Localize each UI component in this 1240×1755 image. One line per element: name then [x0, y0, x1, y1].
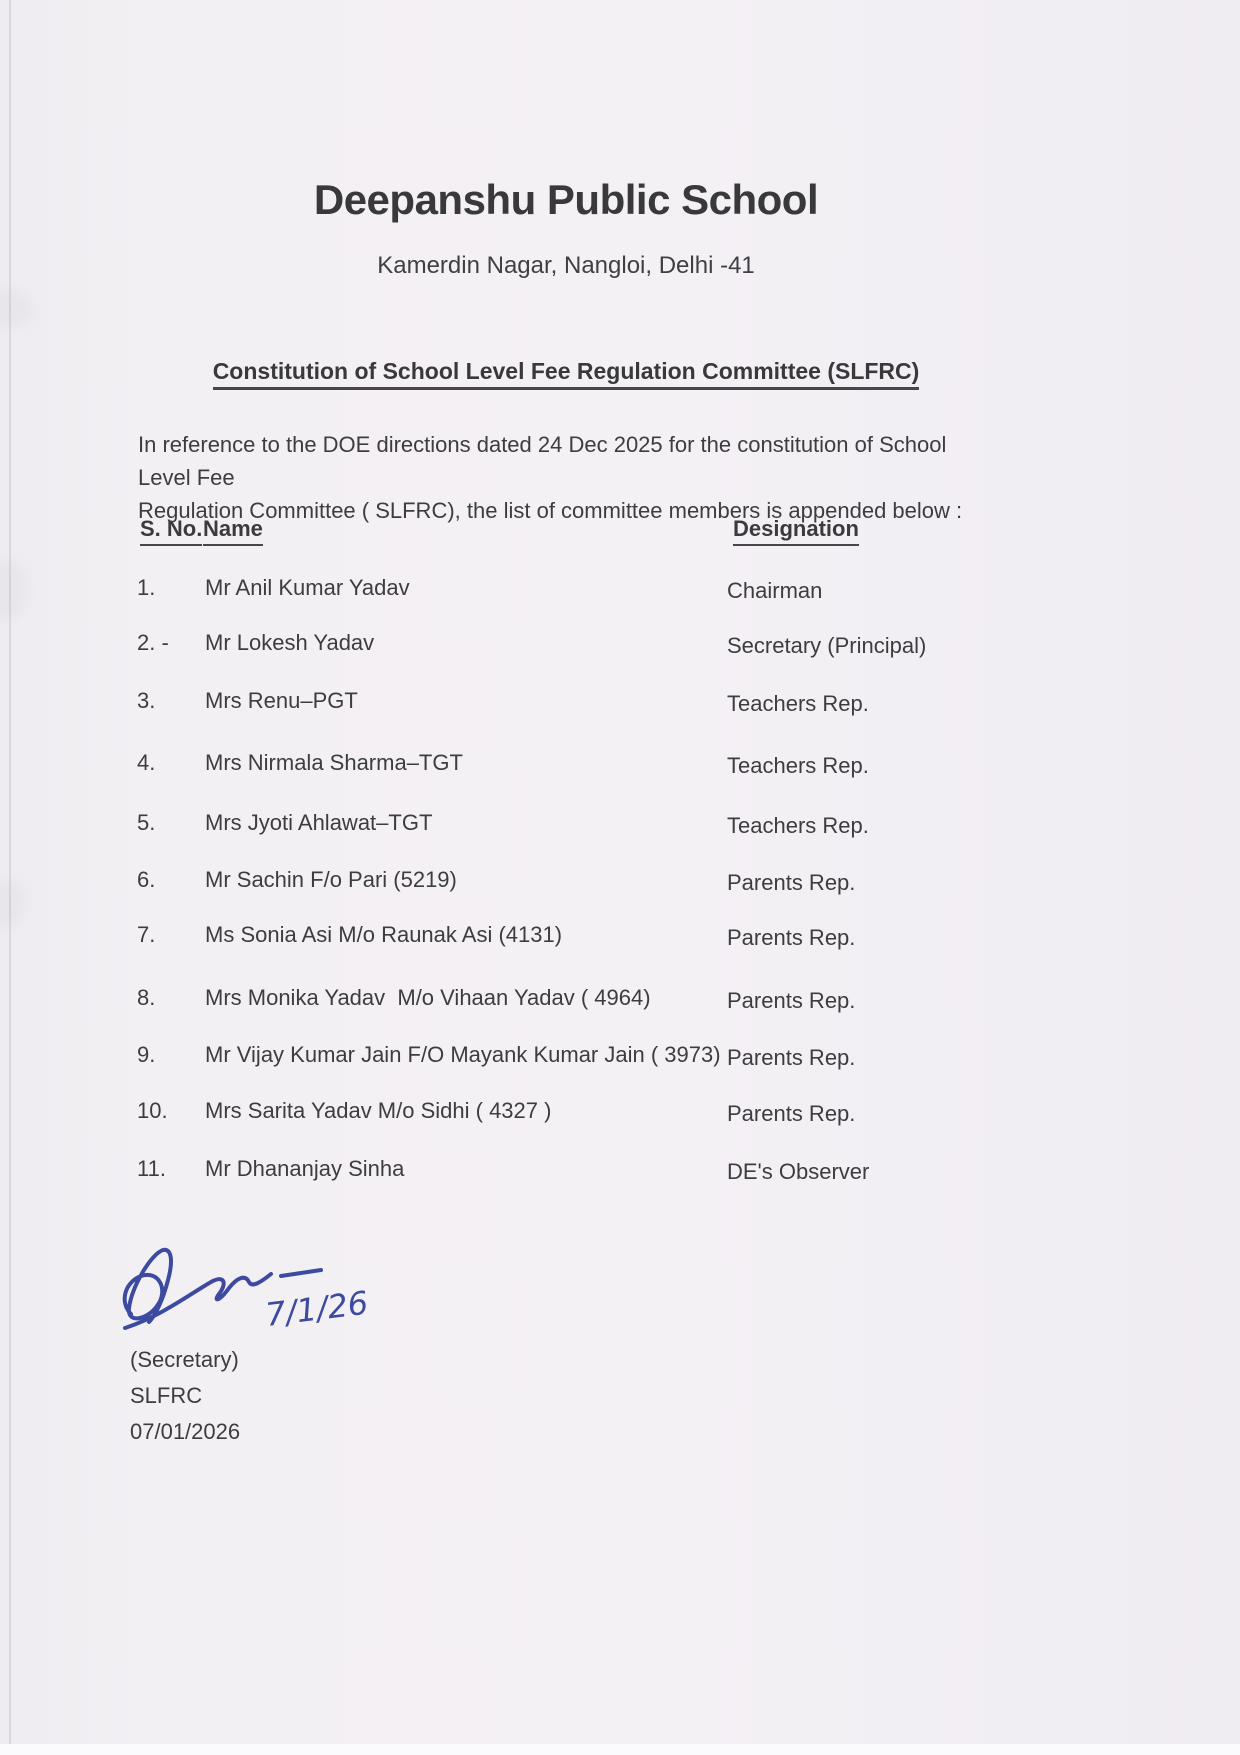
row-name: Mr Sachin F/o Pari (5219)	[205, 867, 457, 892]
row-sno: 7.	[137, 922, 156, 947]
row-sno: 11.	[137, 1156, 166, 1181]
row-name: Mrs Jyoti Ahlawat–TGT	[205, 810, 433, 835]
row-designation: Parents Rep.	[727, 1101, 856, 1126]
row-sno: 10.	[137, 1098, 168, 1123]
row-name: Mr Vijay Kumar Jain F/O Mayank Kumar Jain ( 3973)	[205, 1042, 721, 1067]
col-header-name: Name	[203, 516, 263, 546]
row-designation: Secretary (Principal)	[727, 633, 927, 658]
row-name: Mr Dhananjay Sinha	[205, 1156, 405, 1181]
row-sno: 8.	[137, 985, 156, 1010]
scan-artifact	[0, 560, 28, 620]
row-sno: 9.	[137, 1042, 156, 1067]
intro-line-1: In reference to the DOE directions dated 24 Dec 2025 for the constitution of School Level Fee	[138, 432, 947, 490]
school-address: Kamerdin Nagar, Nangloi, Delhi -41	[377, 252, 755, 279]
row-sno: 4.	[137, 750, 156, 775]
row-designation: Chairman	[727, 578, 823, 603]
scan-artifact	[0, 880, 26, 926]
footer-date: 07/01/2026	[130, 1419, 241, 1444]
row-sno: 2. -	[137, 630, 169, 655]
school-name: Deepanshu Public School	[313, 176, 819, 223]
row-name: Mrs Monika Yadav M/o Vihaan Yadav ( 4964)	[205, 985, 651, 1010]
row-designation: Parents Rep.	[727, 1045, 856, 1070]
row-sno: 5.	[137, 810, 156, 835]
col-header-designation: Designation	[733, 516, 859, 546]
scan-artifact	[0, 290, 34, 328]
row-sno: 3.	[137, 688, 156, 713]
row-designation: Teachers Rep.	[727, 753, 869, 778]
scan-edge-bottom	[0, 1744, 1240, 1755]
row-sno: 6.	[137, 867, 156, 892]
intro-paragraph	[138, 428, 998, 527]
row-name: Mr Lokesh Yadav	[205, 630, 375, 655]
row-designation: Teachers Rep.	[727, 813, 869, 838]
footer-secretary: (Secretary)	[130, 1347, 239, 1372]
row-designation: Parents Rep.	[727, 988, 856, 1013]
row-name: Mrs Nirmala Sharma–TGT	[205, 750, 463, 775]
intro-line-2: Regulation Committee ( SLFRC), the list of committee members is appended below :	[138, 498, 963, 523]
row-designation: Parents Rep.	[727, 925, 856, 950]
signature-date: 7/1/26	[263, 1283, 371, 1334]
document-heading	[0, 358, 1132, 385]
row-name: Mrs Renu–PGT	[205, 688, 358, 713]
signature-tail	[125, 1274, 271, 1328]
signature-dash	[281, 1270, 321, 1276]
footer-block	[130, 1342, 240, 1450]
row-name: Mrs Sarita Yadav M/o Sidhi ( 4327 )	[205, 1098, 552, 1123]
row-designation: DE's Observer	[727, 1159, 870, 1184]
row-name: Mr Anil Kumar Yadav	[205, 575, 410, 600]
handwritten-signature	[115, 1240, 415, 1350]
row-designation: Parents Rep.	[727, 870, 856, 895]
signature-ink	[115, 1240, 415, 1350]
document-heading-text: Constitution of School Level Fee Regulation Committee (SLFRC)	[213, 358, 920, 390]
row-name: Ms Sonia Asi M/o Raunak Asi (4131)	[205, 922, 563, 947]
row-sno: 1.	[137, 575, 156, 600]
row-designation: Teachers Rep.	[727, 691, 869, 716]
col-header-sno: S. No.	[140, 516, 202, 546]
footer-slfrc: SLFRC	[130, 1383, 203, 1408]
